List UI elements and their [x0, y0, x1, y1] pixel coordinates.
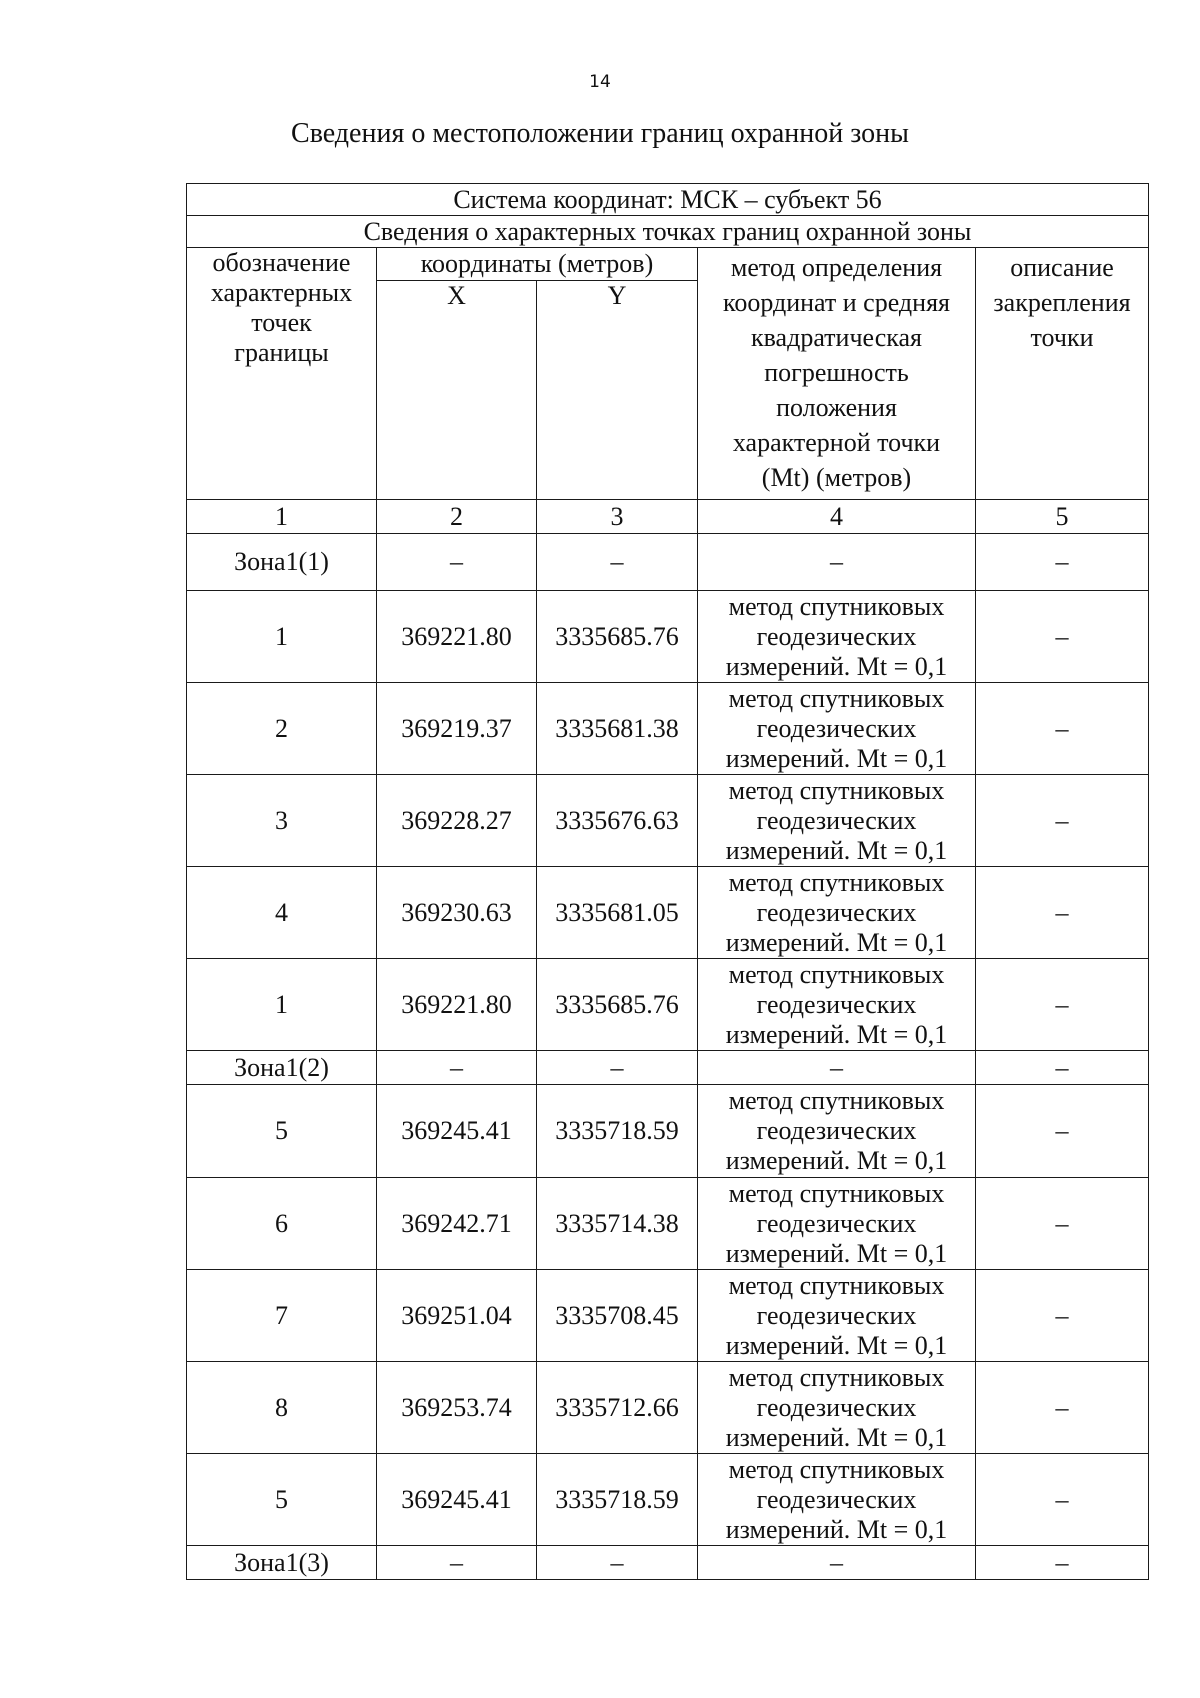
x-coordinate-cell: 369228.27	[377, 775, 537, 867]
description-cell: –	[976, 1051, 1149, 1085]
table-row	[187, 1178, 1149, 1270]
y-coordinate-cell: 3335676.63	[537, 775, 698, 867]
zone-row	[187, 534, 1149, 591]
method-cell: –	[698, 1051, 976, 1085]
point-name-cell: 4	[187, 867, 377, 959]
y-coordinate-cell: –	[537, 534, 698, 591]
method-cell: метод спутниковых геодезических измерений. Mt = 0,1	[698, 959, 976, 1051]
y-coordinate-cell: 3335718.59	[537, 1085, 698, 1178]
x-coordinate-cell: 369242.71	[377, 1178, 537, 1270]
table-body	[187, 184, 1149, 1580]
description-cell: –	[976, 1085, 1149, 1178]
description-cell: –	[976, 775, 1149, 867]
point-name-cell: 7	[187, 1270, 377, 1362]
x-coordinate-cell: 369245.41	[377, 1454, 537, 1546]
point-name-cell: 2	[187, 683, 377, 775]
point-name-cell: 5	[187, 1454, 377, 1546]
x-coordinate-cell: 369253.74	[377, 1362, 537, 1454]
method-cell: –	[698, 534, 976, 591]
x-coordinate-cell: 369219.37	[377, 683, 537, 775]
description-cell: –	[976, 959, 1149, 1051]
point-name-cell: 1	[187, 591, 377, 683]
method-cell: метод спутниковых геодезических измерений. Mt = 0,1	[698, 1362, 976, 1454]
x-coordinate-cell: 369221.80	[377, 959, 537, 1051]
header-row-1	[187, 248, 1149, 281]
x-coordinate-cell: 369230.63	[377, 867, 537, 959]
section-title-row	[187, 216, 1149, 248]
column-number: 2	[377, 500, 537, 534]
y-coordinate-cell: –	[537, 1051, 698, 1085]
y-coordinate-cell: 3335681.38	[537, 683, 698, 775]
column-number: 3	[537, 500, 698, 534]
table-row	[187, 1270, 1149, 1362]
section-title-cell: Сведения о характерных точках границ охранной зоны	[187, 216, 1149, 248]
table-row	[187, 1454, 1149, 1546]
description-cell: –	[976, 683, 1149, 775]
table-row	[187, 683, 1149, 775]
zone-row	[187, 1051, 1149, 1085]
x-coordinate-cell: –	[377, 1546, 537, 1580]
table-row	[187, 959, 1149, 1051]
method-cell: метод спутниковых геодезических измерений. Mt = 0,1	[698, 1178, 976, 1270]
header-y: Y	[537, 280, 698, 499]
y-coordinate-cell: –	[537, 1546, 698, 1580]
point-name-cell: 1	[187, 959, 377, 1051]
header-method: метод определения координат и средняя квадратическая погрешность положения характерной точки (Mt) (метров)	[698, 248, 976, 500]
point-name-cell: Зона1(1)	[187, 534, 377, 591]
method-cell: метод спутниковых геодезических измерений. Mt = 0,1	[698, 867, 976, 959]
point-name-cell: 3	[187, 775, 377, 867]
point-name-cell: 5	[187, 1085, 377, 1178]
point-name-cell: 6	[187, 1178, 377, 1270]
x-coordinate-cell: 369221.80	[377, 591, 537, 683]
method-cell: метод спутниковых геодезических измерений. Mt = 0,1	[698, 1454, 976, 1546]
y-coordinate-cell: 3335708.45	[537, 1270, 698, 1362]
page-number: 14	[589, 72, 611, 92]
table-row	[187, 1085, 1149, 1178]
document-title: Сведения о местоположении границ охранной зоны	[291, 118, 909, 149]
header-description: описание закрепления точки	[976, 248, 1149, 500]
method-cell: метод спутниковых геодезических измерений. Mt = 0,1	[698, 591, 976, 683]
y-coordinate-cell: 3335718.59	[537, 1454, 698, 1546]
method-cell: метод спутниковых геодезических измерений. Mt = 0,1	[698, 1085, 976, 1178]
description-cell: –	[976, 1454, 1149, 1546]
table-row	[187, 775, 1149, 867]
table-row	[187, 867, 1149, 959]
y-coordinate-cell: 3335712.66	[537, 1362, 698, 1454]
description-cell: –	[976, 867, 1149, 959]
y-coordinate-cell: 3335685.76	[537, 959, 698, 1051]
column-number: 4	[698, 500, 976, 534]
point-name-cell: Зона1(2)	[187, 1051, 377, 1085]
column-number: 1	[187, 500, 377, 534]
table-row	[187, 1362, 1149, 1454]
y-coordinate-cell: 3335681.05	[537, 867, 698, 959]
coordinate-system-row	[187, 184, 1149, 216]
description-cell: –	[976, 534, 1149, 591]
header-x: X	[377, 280, 537, 499]
point-name-cell: Зона1(3)	[187, 1546, 377, 1580]
table-row	[187, 591, 1149, 683]
header-point-designation: обозначение характерных точек границы	[187, 248, 377, 500]
coordinate-system-cell: Система координат: МСК – субъект 56	[187, 184, 1149, 216]
description-cell: –	[976, 1362, 1149, 1454]
x-coordinate-cell: 369251.04	[377, 1270, 537, 1362]
method-cell: метод спутниковых геодезических измерений. Mt = 0,1	[698, 775, 976, 867]
x-coordinate-cell: –	[377, 1051, 537, 1085]
boundary-points-table	[186, 183, 1149, 1580]
y-coordinate-cell: 3335714.38	[537, 1178, 698, 1270]
method-cell: метод спутниковых геодезических измерений. Mt = 0,1	[698, 1270, 976, 1362]
header-coordinates: координаты (метров)	[377, 248, 698, 281]
description-cell: –	[976, 1546, 1149, 1580]
point-name-cell: 8	[187, 1362, 377, 1454]
description-cell: –	[976, 591, 1149, 683]
y-coordinate-cell: 3335685.76	[537, 591, 698, 683]
x-coordinate-cell: –	[377, 534, 537, 591]
x-coordinate-cell: 369245.41	[377, 1085, 537, 1178]
column-number: 5	[976, 500, 1149, 534]
zone-row	[187, 1546, 1149, 1580]
method-cell: –	[698, 1546, 976, 1580]
description-cell: –	[976, 1270, 1149, 1362]
column-numbers-row	[187, 500, 1149, 534]
description-cell: –	[976, 1178, 1149, 1270]
method-cell: метод спутниковых геодезических измерений. Mt = 0,1	[698, 683, 976, 775]
